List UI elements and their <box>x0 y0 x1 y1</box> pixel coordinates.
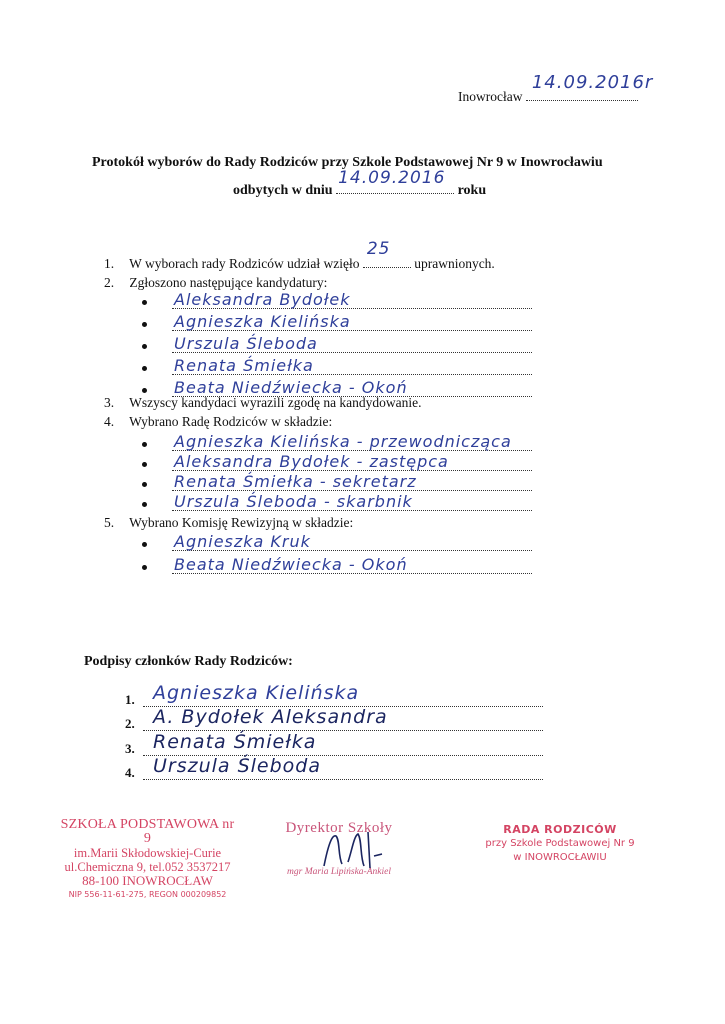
signature-number: 4. <box>125 765 135 780</box>
item-4-number: 4. <box>104 414 115 429</box>
signature-number: 3. <box>125 741 135 756</box>
council-member-name: Aleksandra Bydołek - zastępca <box>174 452 449 471</box>
council-stamp <box>470 823 650 865</box>
council-stamp-line: przy Szkole Podstawowej Nr 9 <box>485 838 635 849</box>
bullet-dot <box>142 502 147 507</box>
signature-handwritten: Renata Śmiełka <box>153 731 317 753</box>
title-date-prefix: odbytych w dniu <box>233 183 337 198</box>
item-1-number: 1. <box>104 256 115 271</box>
signature-handwritten: Urszula Śleboda <box>153 755 322 777</box>
place-date-dots <box>526 72 654 101</box>
director-signature-mark <box>318 826 388 876</box>
commission-member-name: Agnieszka Kruk <box>174 532 311 551</box>
item-5-text: Wybrano Komisję Rewizyjną w składzie: <box>129 515 354 530</box>
signatures-title: Podpisy członków Rady Rodziców: <box>84 654 293 669</box>
school-stamp-line: ul.Chemiczna 9, tel.052 3537217 <box>64 860 231 874</box>
place-date-line <box>458 72 654 105</box>
signature-number: 1. <box>125 692 135 707</box>
title-date-suffix: roku <box>454 183 487 198</box>
document-title: Protokół wyborów do Rady Rodziców przy Szkole Podstawowej Nr 9 w Inowrocławiu <box>92 155 603 170</box>
school-stamp-line: SZKOŁA PODSTAWOWA nr 9 <box>60 817 235 846</box>
candidate-name: Beata Niedźwiecka - Okoń <box>174 378 408 397</box>
council-stamp-line: w INOWROCŁAWIU <box>513 852 607 863</box>
candidate-name: Urszula Śleboda <box>174 334 318 353</box>
item-2 <box>104 275 327 291</box>
item-1-dots <box>363 239 411 268</box>
bullet-dot <box>142 388 147 393</box>
item-1-value-handwritten: 25 <box>366 239 391 259</box>
candidate-name: Renata Śmiełka <box>174 356 314 375</box>
bullet-dot <box>142 565 147 570</box>
item-5 <box>104 515 353 531</box>
school-stamp-line: 88-100 INOWROCŁAW <box>82 873 213 888</box>
dotted-line <box>143 779 543 780</box>
signature-handwritten: A. Bydołek Aleksandra <box>153 706 388 728</box>
council-stamp-line: RADA RODZICÓW <box>503 823 617 836</box>
candidate-name: Aleksandra Bydołek <box>174 290 351 309</box>
bullet-dot <box>142 322 147 327</box>
bullet-dot <box>142 442 147 447</box>
title-date-dots <box>336 168 454 194</box>
item-2-text: Zgłoszono następujące kandydatury: <box>129 275 328 290</box>
item-1-suffix: uprawnionych. <box>414 256 495 271</box>
document-title-date-line <box>233 168 487 199</box>
council-member-name: Agnieszka Kielińska - przewodnicząca <box>174 432 512 451</box>
title-date-handwritten: 14.09.2016 <box>338 168 446 188</box>
school-stamp <box>60 818 235 902</box>
item-1-prefix: W wyborach rady Rodziców udział wzięło <box>129 256 360 271</box>
director-stamp-name: mgr Maria Lipińska-Ankiel <box>287 867 391 877</box>
signature-number: 2. <box>125 716 135 731</box>
item-3-text: Wszyscy kandydaci wyrazili zgodę na kandydowanie. <box>129 395 422 410</box>
director-stamp-title: Dyrektor Szkoły <box>285 820 393 836</box>
bullet-dot <box>142 542 147 547</box>
school-stamp-line: im.Marii Skłodowskiej-Curie <box>73 846 222 860</box>
bullet-dot <box>142 344 147 349</box>
school-stamp-line: NIP 556-11-61-275, REGON 000209852 <box>68 890 227 899</box>
council-member-name: Renata Śmiełka - sekretarz <box>174 472 417 491</box>
candidate-name: Agnieszka Kielińska <box>174 312 351 331</box>
item-3-number: 3. <box>104 395 115 410</box>
signature-handwritten: Agnieszka Kielińska <box>153 682 360 704</box>
item-5-number: 5. <box>104 515 115 530</box>
bullet-dot <box>142 366 147 371</box>
item-2-number: 2. <box>104 275 115 290</box>
item-1 <box>104 239 495 272</box>
place-date-handwritten: 14.09.2016r <box>531 72 654 93</box>
council-member-name: Urszula Śleboda - skarbnik <box>174 492 413 511</box>
bullet-dot <box>142 462 147 467</box>
item-3 <box>104 395 422 411</box>
item-4-text: Wybrano Radę Rodziców w składzie: <box>129 414 333 429</box>
item-4 <box>104 414 332 430</box>
bullet-dot <box>142 300 147 305</box>
place-label: Inowrocław <box>458 89 523 104</box>
commission-member-name: Beata Niedźwiecka - Okoń <box>174 555 408 574</box>
bullet-dot <box>142 482 147 487</box>
